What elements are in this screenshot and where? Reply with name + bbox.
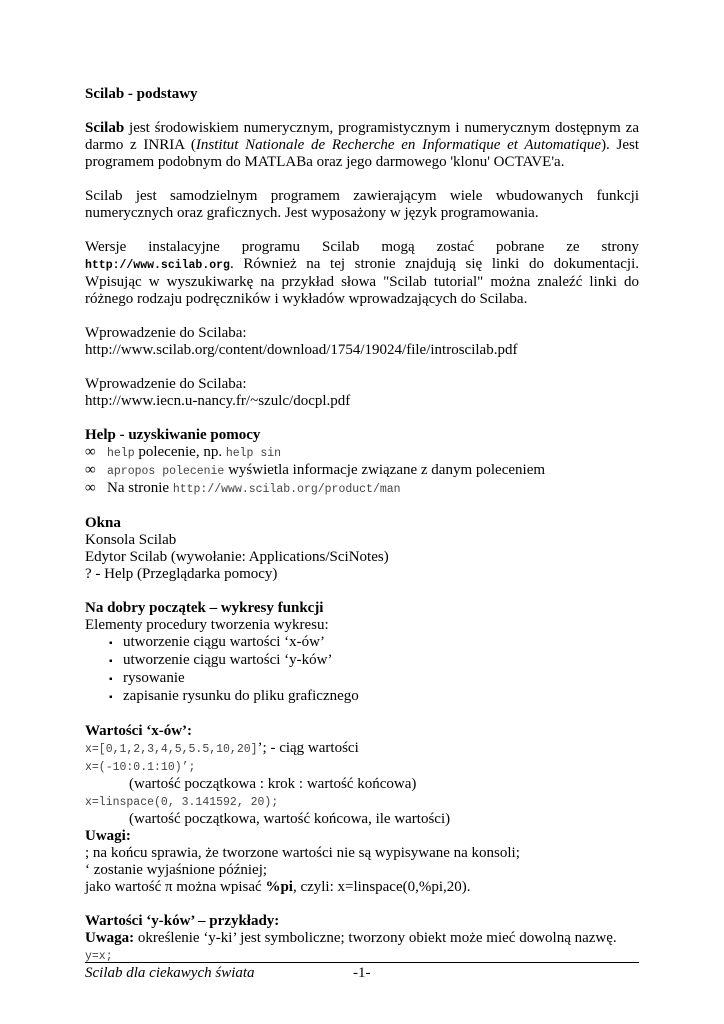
start-intro: Elementy procedury tworzenia wykresu: — [85, 617, 329, 633]
xvals-note-3: (wartość początkowa, wartość końcowa, ile wartości) — [129, 811, 451, 827]
code-suffix: ’; — [257, 740, 267, 756]
list-item — [85, 634, 639, 652]
para3-text-2: . Również na tej stronie znajdują się linki do dokumentacji. Wpisując w wyszukiwarkę na przykład słowa "Scilab tutorial" można znaleźć linki do różnego rodzaju podręczników i wykładów wprowadzających do Scilaba. — [85, 256, 639, 307]
uwagi-line — [85, 879, 639, 896]
apropos-text: wyświetla informacje związane z danym poleceniem — [224, 462, 546, 478]
paragraph-2: Scilab jest samodzielnym programem zawierającym wiele wbudowanych funkcji numerycznych oraz graficznych. Jest wyposażony w język programowania. — [85, 188, 639, 221]
intro-text-1: jest środowiskiem numerycznym, programistycznym i numerycznym dostępnym za darmo z INRIA ( — [85, 120, 639, 153]
uwagi-line: ; na końcu sprawia, że tworzone wartości nie są wypisywane na konsoli; — [85, 845, 520, 861]
pi-constant: %pi — [265, 879, 293, 895]
okna-line: ? - Help (Przeglądarka pomocy) — [85, 566, 278, 582]
uwaga-label: Uwaga: — [85, 930, 135, 946]
infinity-bullet-icon: ∞ — [85, 444, 96, 460]
link-url-2[interactable]: http://www.iecn.u-nancy.fr/~szulc/docpl.pdf — [85, 393, 351, 409]
help-text: polecenie, np. — [134, 444, 226, 460]
list-item-text: utworzenie ciągu wartości ‘x-ów’ — [123, 634, 326, 650]
link-url-1[interactable]: http://www.scilab.org/content/download/1754/19024/file/introscilab.pdf — [85, 342, 518, 358]
link-label-1: Wprowadzenie do Scilaba: — [85, 325, 247, 341]
intro-name: Scilab — [85, 120, 125, 136]
footer-title: Scilab dla ciekawych świata — [85, 965, 255, 981]
paragraph-3 — [85, 239, 639, 308]
uwagi-text: jako wartość π można wpisać — [85, 879, 266, 895]
list-item — [85, 652, 639, 670]
code-snippet: y=x; — [85, 950, 113, 963]
yvals-heading: Wartości ‘y-ków’ – przykłady: — [85, 913, 280, 929]
xvals-line-1 — [85, 740, 639, 758]
help-item — [85, 444, 639, 462]
document-body — [85, 86, 639, 965]
manual-url[interactable]: http://www.scilab.org/product/man — [172, 483, 401, 496]
uwagi-line: ‘ zostanie wyjaśnione później; — [85, 862, 268, 878]
intro-paragraph — [85, 120, 639, 171]
code-snippet: x=(-10:0.1:10)’; — [85, 761, 196, 774]
help-item — [85, 480, 639, 498]
square-bullet-icon: ▪ — [109, 656, 113, 667]
apropos-code: apropos polecenie — [107, 465, 225, 478]
link-label-2: Wprowadzenie do Scilaba: — [85, 376, 247, 392]
list-item-text: utworzenie ciągu wartości ‘y-ków’ — [123, 652, 333, 668]
uwagi-text: , czyli: x=linspace(0,%pi,20). — [292, 879, 471, 895]
okna-line: Konsola Scilab — [85, 532, 177, 548]
help-heading: Help - uzyskiwanie pomocy — [85, 427, 261, 443]
list-item-text: rysowanie — [123, 670, 185, 686]
para3-text-1: Wersje instalacyjne programu Scilab mogą zostać pobrane ze strony — [85, 239, 639, 255]
manual-text: Na stronie — [107, 480, 173, 496]
list-item-text: zapisanie rysunku do pliku graficznego — [123, 688, 359, 704]
okna-line: Edytor Scilab (wywołanie: Applications/SciNotes) — [85, 549, 389, 565]
square-bullet-icon: ▪ — [109, 638, 113, 649]
xvals-heading: Wartości ‘x-ów’: — [85, 723, 193, 739]
intro-text-2: ). Jest programem podobnym do MATLABa oraz jego darmowego 'klonu' OCTAVE'a. — [85, 137, 640, 170]
code-snippet: x=linspace(0, 3.141592, 20); — [85, 796, 279, 809]
square-bullet-icon: ▪ — [109, 674, 113, 685]
intro-institute: Institut Nationale de Recherche en Informatique et Automatique — [195, 137, 602, 153]
infinity-bullet-icon: ∞ — [85, 462, 96, 478]
list-item — [85, 670, 639, 688]
help-item — [85, 462, 639, 480]
uwaga-text: określenie ‘y-ki’ jest symboliczne; tworzony obiekt może mieć dowolną nazwę. — [134, 930, 617, 946]
code-comment: - ciąg wartości — [266, 740, 359, 756]
page-title: Scilab - podstawy — [85, 86, 198, 102]
okna-heading: Okna — [85, 515, 121, 531]
page-footer — [85, 962, 639, 982]
square-bullet-icon: ▪ — [109, 692, 113, 703]
uwagi-heading: Uwagi: — [85, 828, 131, 844]
help-example-code: help sin — [225, 447, 282, 460]
scilab-url[interactable]: http://www.scilab.org — [85, 259, 230, 272]
yvals-note — [85, 930, 639, 947]
page-number: -1- — [353, 965, 371, 981]
list-item — [85, 688, 639, 706]
help-code: help — [107, 447, 135, 460]
xvals-note-2: (wartość początkowa : krok : wartość końcowa) — [129, 776, 417, 792]
start-heading: Na dobry początek – wykresy funkcji — [85, 600, 324, 616]
xvals-line-3 — [85, 793, 639, 811]
code-snippet: x=[0,1,2,3,4,5,5.5,10,20] — [85, 743, 258, 756]
xvals-line-2 — [85, 758, 639, 776]
infinity-bullet-icon: ∞ — [85, 480, 96, 496]
